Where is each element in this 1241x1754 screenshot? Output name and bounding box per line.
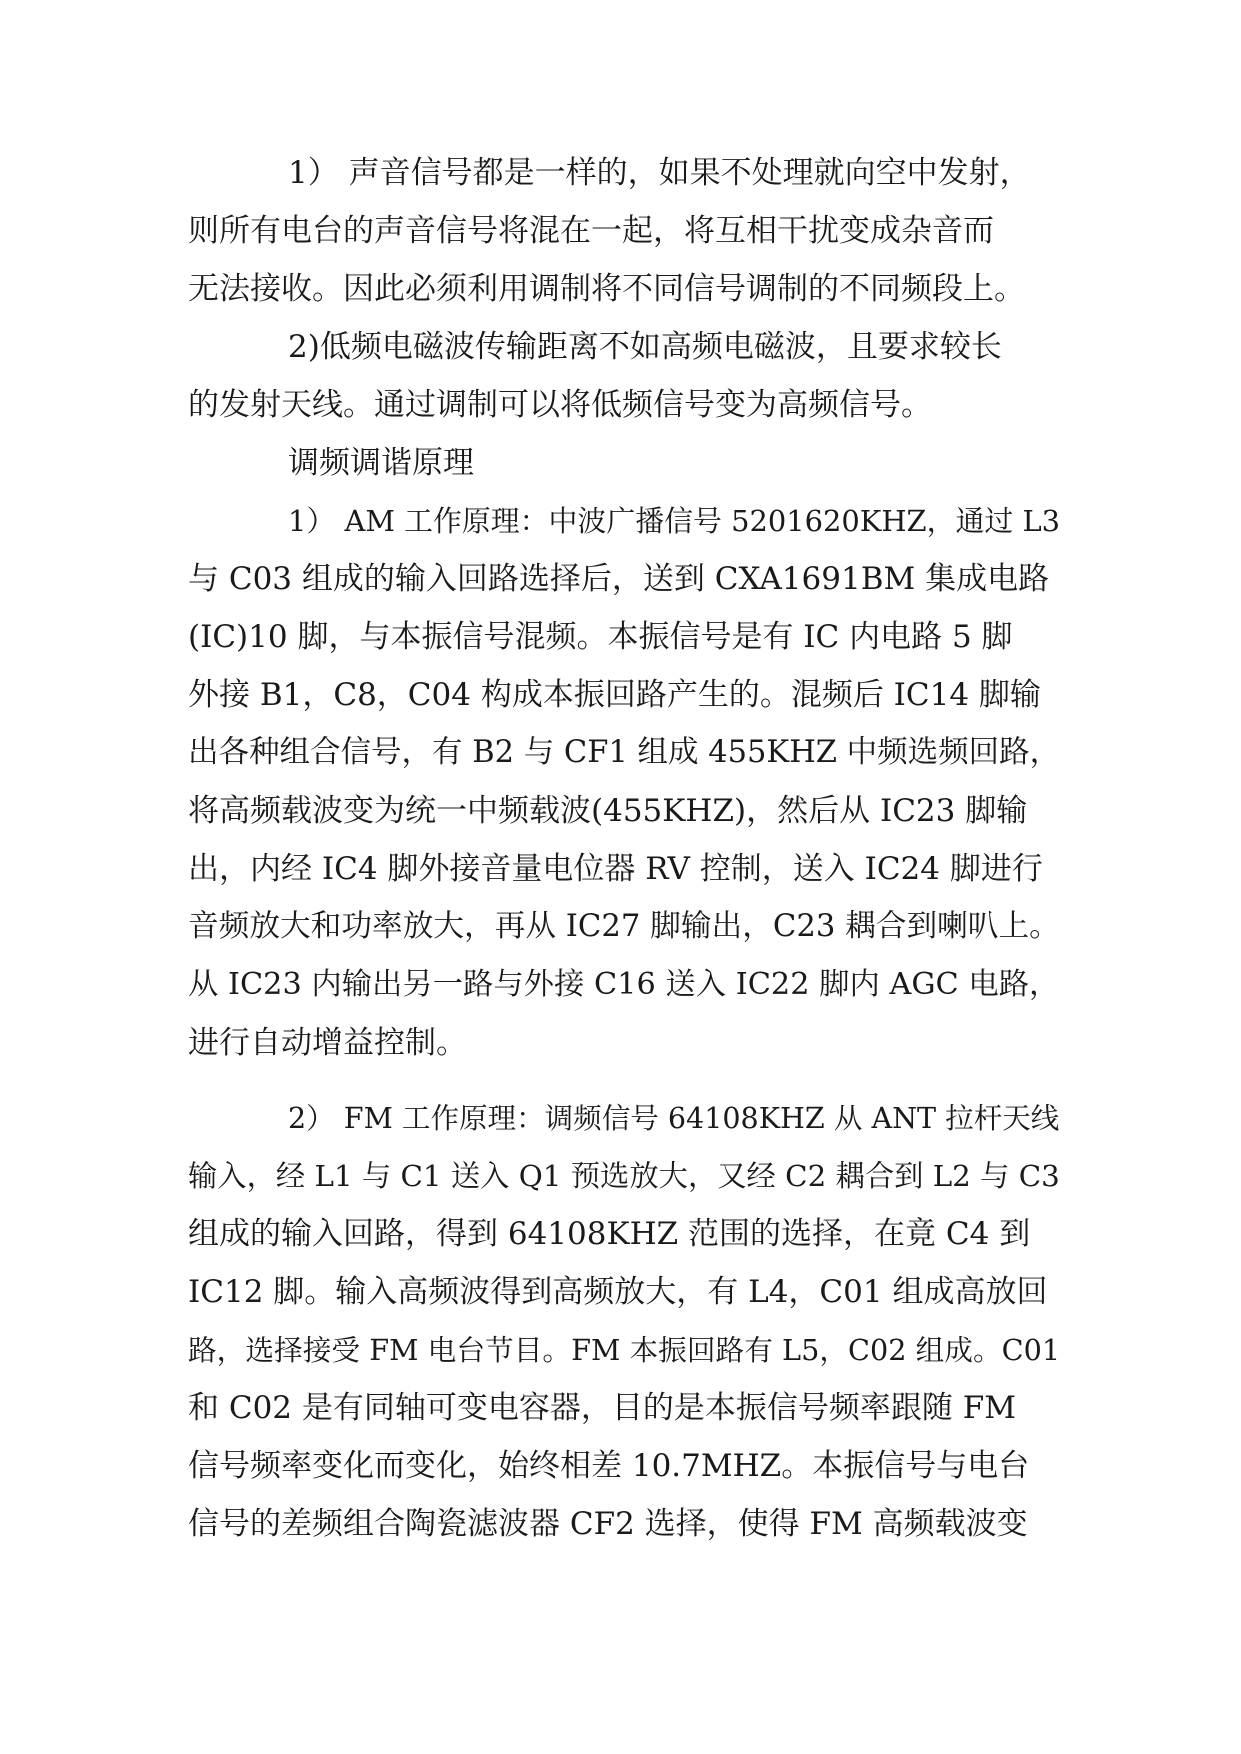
paragraph-line: 出，内经 IC4 脚外接音量电位器 RV 控制，送入 IC24 脚进行 [188, 851, 1043, 887]
paragraph-line: 无法接收。因此必须利用调制将不同信号调制的不同频段上。 [188, 271, 1025, 307]
paragraph-line: 路，选择接受 FM 电台节目。FM 本振回路有 L5，C02 组成。C01 [188, 1333, 1061, 1367]
paragraph-line: 音频放大和功率放大，再从 IC27 脚输出，C23 耦合到喇叭上。 [188, 909, 1060, 944]
paragraph-line: 外接 B1，C8，C04 构成本振回路产生的。混频后 IC14 脚输 [188, 677, 1041, 713]
paragraph-line: 的发射天线。通过调制可以将低频信号变为高频信号。 [188, 387, 932, 423]
paragraph-line: 与 C03 组成的输入回路选择后，送到 CXA1691BM 集成电路 [188, 561, 1050, 597]
paragraph-line: 则所有电台的声音信号将混在一起，将互相干扰变成杂音而 [188, 213, 994, 249]
paragraph-line: 从 IC23 内输出另一路与外接 C16 送入 IC22 脚内 AGC 电路， [188, 967, 1060, 1002]
paragraph-line: 组成的输入回路，得到 64108KHZ 范围的选择，在竟 C4 到 [188, 1216, 1031, 1252]
section-heading: 调频调谐原理 [288, 445, 474, 481]
paragraph-line: 和 C02 是有同轴可变电容器，目的是本振信号频率跟随 FM [188, 1390, 1016, 1426]
paragraph-line: 1） 声音信号都是一样的，如果不处理就向空中发射， [288, 155, 1031, 191]
paragraph-line: 1） AM 工作原理：中波广播信号 5201620KHZ，通过 L3 [288, 504, 1061, 538]
paragraph-line: IC12 脚。输入高频波得到高频放大，有 L4，C01 组成高放回 [188, 1274, 1048, 1310]
paragraph-line: 进行自动增益控制。 [188, 1025, 467, 1061]
paragraph-line: (IC)10 脚，与本振信号混频。本振信号是有 IC 内电路 5 脚 [188, 619, 1013, 655]
paragraph-line: 出各种组合信号，有 B2 与 CF1 组成 455KHZ 中频选频回路， [188, 735, 1061, 770]
paragraph-line: 2)低频电磁波传输距离不如高频电磁波，且要求较长 [288, 329, 1002, 365]
paragraph-line: 信号频率变化而变化，始终相差 10.7MHZ。本振信号与电台 [188, 1448, 1030, 1484]
paragraph-line: 将高频载波变为统一中频载波(455KHZ)，然后从 IC23 脚输 [188, 793, 1028, 829]
paragraph-line: 2） FM 工作原理：调频信号 64108KHZ 从 ANT 拉杆天线 [288, 1101, 1060, 1135]
paragraph-line: 信号的差频组合陶瓷滤波器 CF2 选择，使得 FM 高频载波变 [188, 1506, 1028, 1542]
paragraph-line: 输入，经 L1 与 C1 送入 Q1 预选放大，又经 C2 耦合到 L2 与 C3 [188, 1159, 1060, 1193]
